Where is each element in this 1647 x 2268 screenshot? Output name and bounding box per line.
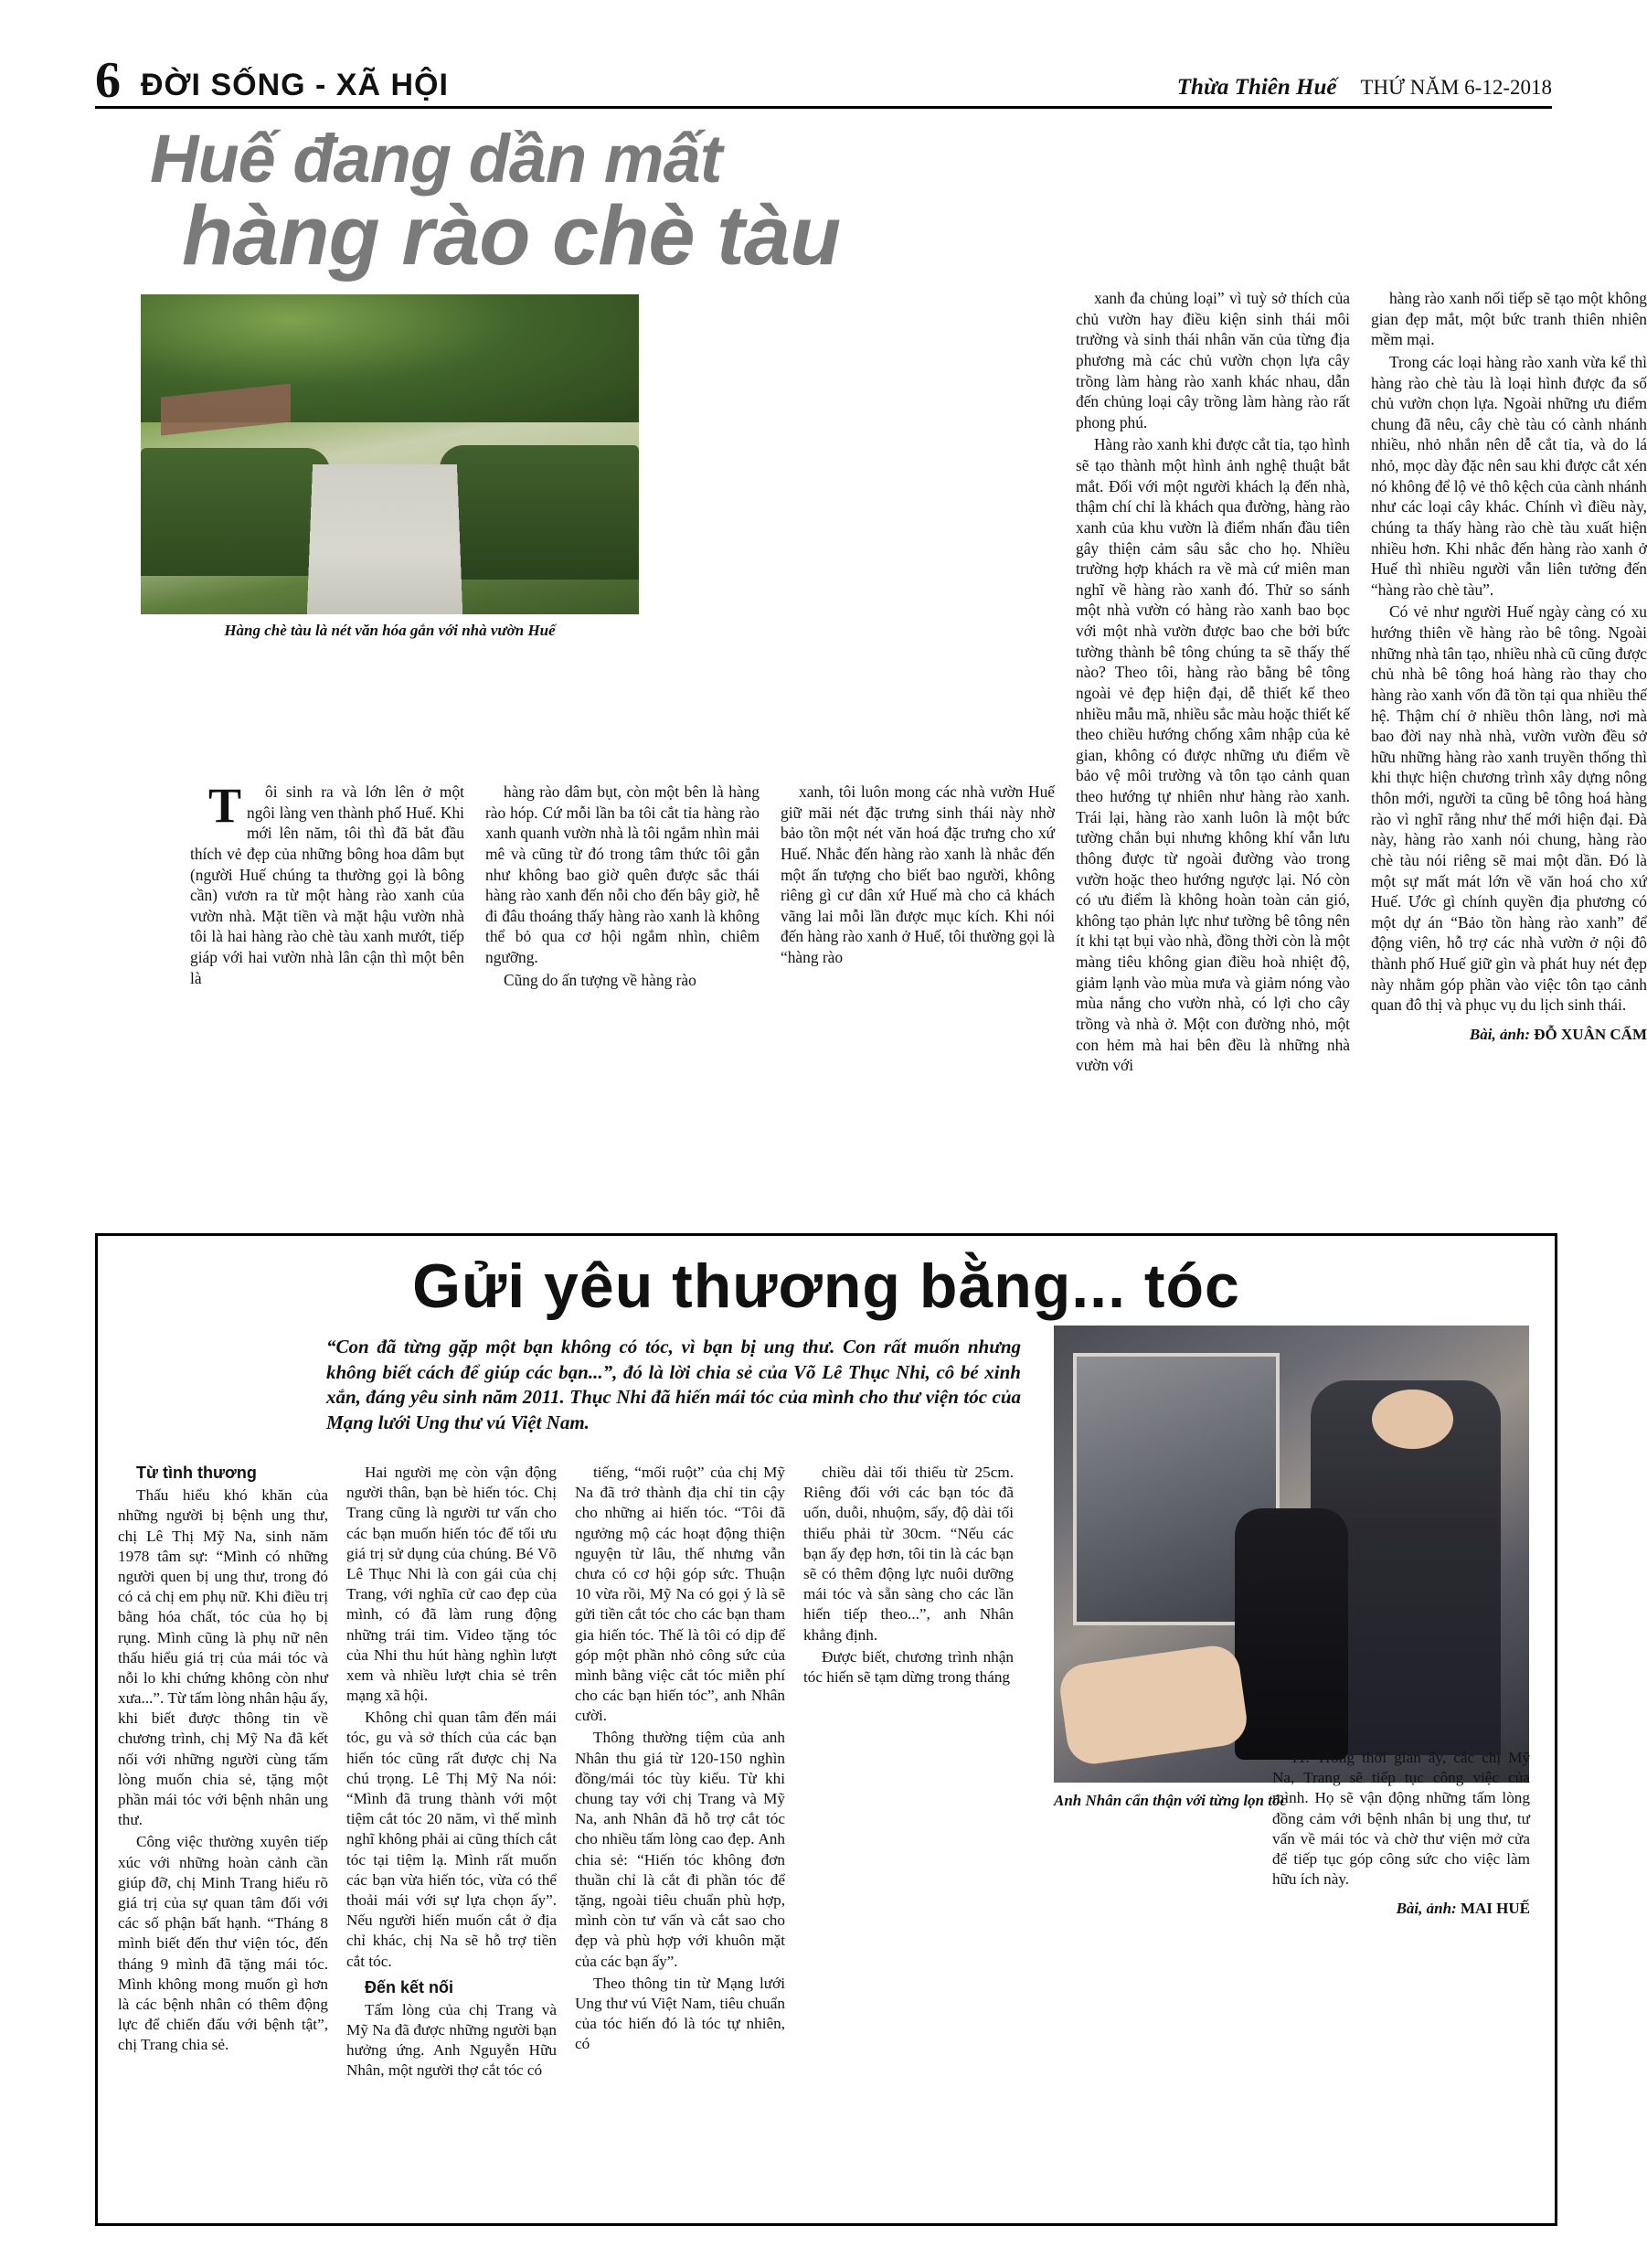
article1-headline-line1: Huế đang dần mất [150,121,722,197]
article1-columns [190,288,1647,1344]
paragraph: Thấu hiểu khó khăn của những người bị bệnh ung thư, chị Lê Thị Mỹ Na, sinh năm 1978 tâm sự: “Mình có những người quen bị ung thư, trong đó có cả chị em phụ nữ. Khi điều trị bằng hóa chất, tóc của họ bị rụng. Mình cũng là phụ nữ nên thấu hiểu giá trị của mái tóc và nỗi lo khi chứng không còn như xưa...”. Từ tấm lòng nhân hậu ấy, khi biết được thông tin về chương trình, chị Mỹ Na đã kết nối với những người cùng tấm lòng muốn chia sẻ, tặng một phần mái tóc với bệnh nhân ung thư. [118,1486,328,1829]
paper-name: Thừa Thiên Huế [1176,75,1337,100]
article2-column-2 [346,1463,557,2082]
article2-columns [98,1236,1555,2223]
paragraph: Theo thông tin từ Mạng lưới Ung thư vú Việt Nam, tiêu chuẩn của tóc hiến đó là tóc tự nhiên, có [575,1974,785,2053]
paragraph: Hàng rào xanh khi được cắt tỉa, tạo hình sẽ tạo thành một hình ảnh nghệ thuật bắt mắt. Đối với một người khách lạ đến nhà, thậm chí chỉ là khách qua đường, hàng rào xanh của khu vườn là điểm nhấn đầu tiên gây thiện cảm sâu sắc cho họ. Nhiều trường hợp khách ra về mà cứ miên man nghĩ về hàng rào xanh đó. Thử so sánh một nhà vườn có hàng rào xanh bao bọc với một nhà vườn được bao che bởi bức tường thành bê tông chúng ta sẽ thấy thế nào? Theo tôi, hàng rào bằng bê tông ngoài vẻ đẹp hiện đại, dễ thiết kế theo nhiều mẫu mã, nhiều sắc màu hoặc thiết kế theo chiều hướng chống xâm nhập của kẻ gian, không có được những ưu điểm về bảo vệ môi trường và tôn tạo cảnh quan theo hướng tự nhiên như hàng rào xanh. Trái lại, hàng rào xanh luôn là một bức tường chắn bụi nhưng không khí vẫn lưu thông được từ ngoài đường vào trong vườn hoặc theo hướng ngược lại. Nó còn có ưu điểm là không hoàn toàn cản gió, không tạo phản lực như tường bê tông nên ít khi tạt bụi vào nhà, đồng thời còn là một màng tiêu không gian điều hoà nhiệt độ, giảm lạnh vào mùa mưa và giảm nóng vào mùa nắng cho vườn nhà, có lợi cho cây trồng và nhà ở. Một con đường nhỏ, một con hẻm mà hai bên đều là những nhà vườn với [1076,435,1350,1075]
article2-column-1 [118,1463,328,2055]
article-gui-yeu-thuong [95,1233,1557,2226]
article1-column-4 [1076,288,1350,1076]
section-title: ĐỜI SỐNG - XÃ HỘI [141,68,449,102]
paragraph: Hai người mẹ còn vận động người thân, bạn bè hiến tóc. Chị Trang cũng là người tư vấn cho các bạn muốn hiến tóc để tối ưu giá trị sử dụng của chúng. Bé Võ Lê Thục Nhi là con gái của chị Trang, với nghĩa cử cao đẹp của mình, có đã làm rung động những trái tim. Video tặng tóc của Nhi thu hút hàng nghìn lượt xem và nhiều lượt chia sẻ trên mạng xã hội. [346,1464,557,1705]
article1-headline [95,121,1552,283]
paragraph: Trong các loại hàng rào xanh vừa kể thì hàng rào chè tàu là loại hình được đa số chủ vườn chọn lựa. Ngoài những ưu điểm chung đã nêu, cây chè tàu có cành nhánh nhiều, nhỏ nhắn nên dễ cắt tỉa, và do lá nhỏ, mọc dày đặc nên sau khi được cắt xén nó không để lộ vẻ thô kệch của cành nhánh như các loại cây khác. Chính vì điều này, chúng ta thấy hàng rào chè tàu xuất hiện nhiều hơn. Khi nhắc đến hàng rào xanh ở Huế thì nhiều người vẫn liên tưởng đến “hàng rào chè tàu”. [1371,352,1647,599]
article2-photo-caption: Anh Nhân cẩn thận với từng lọn tóc [1054,1792,1288,1809]
article1-column-3 [781,782,1055,968]
masthead [95,48,1552,109]
article2-lede: “Con đã từng gặp một bạn không có tóc, vì bạn bị ung thư. Con rất muốn nhưng không biết cách để giúp các bạn...”, đó là lời chia sẻ của Võ Lê Thục Nhi, cô bé xinh xắn, đáng yêu sinh năm 2011. Thục Nhi đã hiến mái tóc của mình cho thư viện tóc của Mạng lưới Ung thư vú Việt Nam. [326,1336,1021,1434]
article2-headline: Gửi yêu thương bằng... tóc [412,1251,1240,1321]
issue-date: THỨ NĂM 6-12-2018 [1360,76,1552,99]
paragraph: Thông thường tiệm của anh Nhân thu giá từ 120-150 nghìn đồng/mái tóc tùy kiểu. Từ khi chung tay với chị Trang và Mỹ Na, anh Nhân đã hỗ trợ cắt tóc cho nhiều tấm lòng cao đẹp. Anh chia sẻ: “Hiến tóc không đơn thuần chỉ là cắt đi phần tóc để tặng, ngoài tiêu chuẩn phù hợp, mình còn tư vấn và cắt sao cho đẹp và phù hợp với khuôn mặt của các bạn ấy”. [575,1729,785,1970]
paragraph: xanh đa chủng loại” vì tuỳ sở thích của chủ vườn hay điều kiện sinh thái môi trường và sinh thái nhân văn của từng địa phương mà các chủ vườn chọn lựa cây trồng làm hàng rào xanh khác nhau, dẫn đến chủng loại cây trồng làm hàng rào rất phong phú. [1076,289,1350,431]
masthead-right [1177,75,1552,101]
paragraph: tiếng, “mối ruột” của chị Mỹ Na đã trở thành địa chỉ tin cậy cho những ai hiến tóc. “Tôi đã ngưởng mộ các hoạt động thiện nguyện từ lâu, thế nhưng vẫn chưa có cơ hội góp sức. Thuận 10 vừa rồi, Mỹ Na có gọi ý là sẽ gửi tiền cắt tóc cho các bạn tham gia hiến tóc. Thế là tôi có dịp để góp một phần nhỏ công sức của mình bằng việc cắt tóc miễn phí cho các bạn hiến tóc”, anh Nhân cười. [575,1464,785,1725]
article2-subhead-1: Từ tình thương [136,1464,257,1482]
paragraph: xanh, tôi luôn mong các nhà vườn Huế giữ mãi nét đặc trưng sinh thái này nhờ bảo tồn một nét văn hoá đặc trưng cho xứ Huế. Nhắc đến hàng rào xanh là nhắc đến một ấn tượng cho biết bao người, không riêng gì cư dân xứ Huế mà cho cả khách vãng lai mỗi lần được mục kích. Khi nói đến hàng rào xanh ở Huế, tôi thường gọi là “hàng rào [781,783,1055,966]
paragraph: Có vẻ như người Huế ngày càng có xu hướng thiên về hàng rào bê tông. Ngoài những nhà tân tạo, nhiều nhà cũ cũng được chủ nhà bê tông hoá hàng rào thay cho hàng rào xanh vốn đã tồn tại qua nhiều thế hệ. Thậm chí ở nhiều thôn làng, nơi mà bao đời nay nhà nhà, vườn vườn đều sở hữu những hàng rào xanh truyền thống thì khi thực hiện chương trình xây dựng nông thôn mới, người ta cũng bê tông hoá hàng rào vì nghĩ rằng như thế mới hiện đại. Đà này, hàng rào xanh nói chung, hàng rào chè tàu nói riêng sẽ mai một dần. Đó là một sự mất mát lớn về văn hoá cho xứ Huế. Ước gì chính quyền địa phương có một dự án “Bảo tồn hàng rào xanh” để động viên, hỗ trợ các nhà vườn ở nội đô thành phố Huế giữ gìn và phát huy nét đẹp này nhằm góp phần vào việc tôn tạo cảnh quan đô thị và phục vụ du lịch sinh thái. [1371,602,1647,1015]
article2-byline-author: MAI HUẾ [1460,1900,1530,1918]
article2-byline-label: Bài, ảnh: [1396,1900,1457,1918]
article1-column-1 [190,778,464,988]
article1-byline [1371,1025,1647,1045]
paragraph: hàng rào dâm bụt, còn một bên là hàng rào hóp. Cứ mỗi lần ba tôi cắt tỉa hàng rào xanh quanh vườn nhà là tôi ngắm nhìn mải mê và cũng từ đó trong tâm thức tôi gắn như không bao giờ quên được sắc thái hàng rào xanh đến nỗi cho đến bây giờ, hễ đi đâu thoáng thấy hàng rào xanh là không thể bỏ qua cơ hội ngắm nhìn, chiêm ngưỡng. [485,783,760,966]
paragraph: Tôi sinh ra và lớn lên ở một ngôi làng ven thành phố Huế. Khi mới lên năm, tôi thì đã bắt đầu thích vẻ đẹp của những bông hoa dâm bụt (người Huế chúng ta thường gọi là bông cần) vươn ra từ một hàng rào xanh của vườn nhà. Mặt tiền và mặt hậu vườn nhà tôi là hai hàng rào chè tàu xanh mướt, tiếp giáp với hai vườn nhà lân cận thì một bên là [190,778,464,987]
paragraph: Công việc thường xuyên tiếp xúc với những hoàn cảnh cần giúp đỡ, chị Minh Trang hiểu rõ giá trị của sự quan tâm đối với các số phận bất hạnh. “Tháng 8 mình biết đến thư viện tóc, đến tháng 9 mình đã tặng mái tóc. Mình không mong muốn gì hơn là các bệnh nhân có thêm động lực để chiến đấu với bệnh tật”, chị Trang chia sẻ. [118,1833,328,2054]
paragraph: Không chỉ quan tâm đến mái tóc, gu và sở thích của các bạn hiến tóc cũng rất được chị Na chú trọng. Lê Thị Mỹ Na nói: “Mình đã trung thành với một tiệm cắt tóc 20 năm, vì thế mình nghĩ không phải ai cũng thích cắt tóc tại tiệm lạ. Mình rất muốn các bạn vừa hiến tóc, vừa có thể thoải mái với sự lựa chọn ấy”. Nếu người hiến muốn cắt ở địa chỉ khác, chị Na sẽ hỗ trợ tiền cắt tóc. [346,1709,557,1970]
article1-byline-author: ĐỖ XUÂN CẨM [1534,1025,1647,1043]
article1-headline-line2: hàng rào chè tàu [182,189,841,283]
article1-byline-label: Bài, ảnh: [1469,1025,1531,1043]
article-hue-hang-rao [95,121,1647,1075]
paragraph: Tấm lòng của chị Trang và Mỹ Na đã được những người bạn hưởng ứng. Anh Nguyễn Hữu Nhân, một người thợ cắt tóc có [346,2000,557,2080]
page-folio: 6 [95,52,121,109]
article2-column-3 [575,1463,785,2054]
article2-column-4 [803,1463,1014,1688]
article1-column-5 [1371,288,1647,1045]
article1-column-2 [485,782,760,990]
paragraph: hàng rào xanh nối tiếp sẽ tạo một không gian đẹp mắt, một bức tranh thiên nhiên mềm mại. [1371,289,1647,349]
article2-subhead-2: Đến kết nối [365,1977,454,1996]
paragraph: Được biết, chương trình nhận tóc hiến sẽ tạm dừng trong tháng [803,1647,1014,1686]
paragraph: Cũng do ấn tượng về hàng rào [504,970,696,989]
article2-byline [1272,1899,1530,1919]
article1-photo-caption: Hàng chè tàu là nét văn hóa gắn với nhà vườn Huế [224,622,556,639]
paragraph: 11. Trong thời gian ấy, các chị Mỹ Na, Trang sẽ tiếp tục công việc của mình. Họ sẽ vận động những tấm lòng đồng cảm với bệnh nhân bị ung thư, tư vấn về mái tóc và chờ thư viện mở cửa để tiếp tục góp công sức cho việc làm hữu ích này. [1272,1749,1530,1889]
article2-column-6 [1272,1748,1530,1919]
paragraph: chiều dài tối thiểu từ 25cm. Riêng đối với các bạn tóc đã uốn, duỗi, nhuộm, sấy, độ dài tối thiểu phải từ 30cm. “Nếu các bạn ấy đẹp hơn, tôi tin là các bạn sẽ có thêm động lực nuôi dưỡng mái tóc và sẵn sàng cho các lần hiến tiếp theo...”, anh Nhân khẳng định. [803,1464,1014,1644]
